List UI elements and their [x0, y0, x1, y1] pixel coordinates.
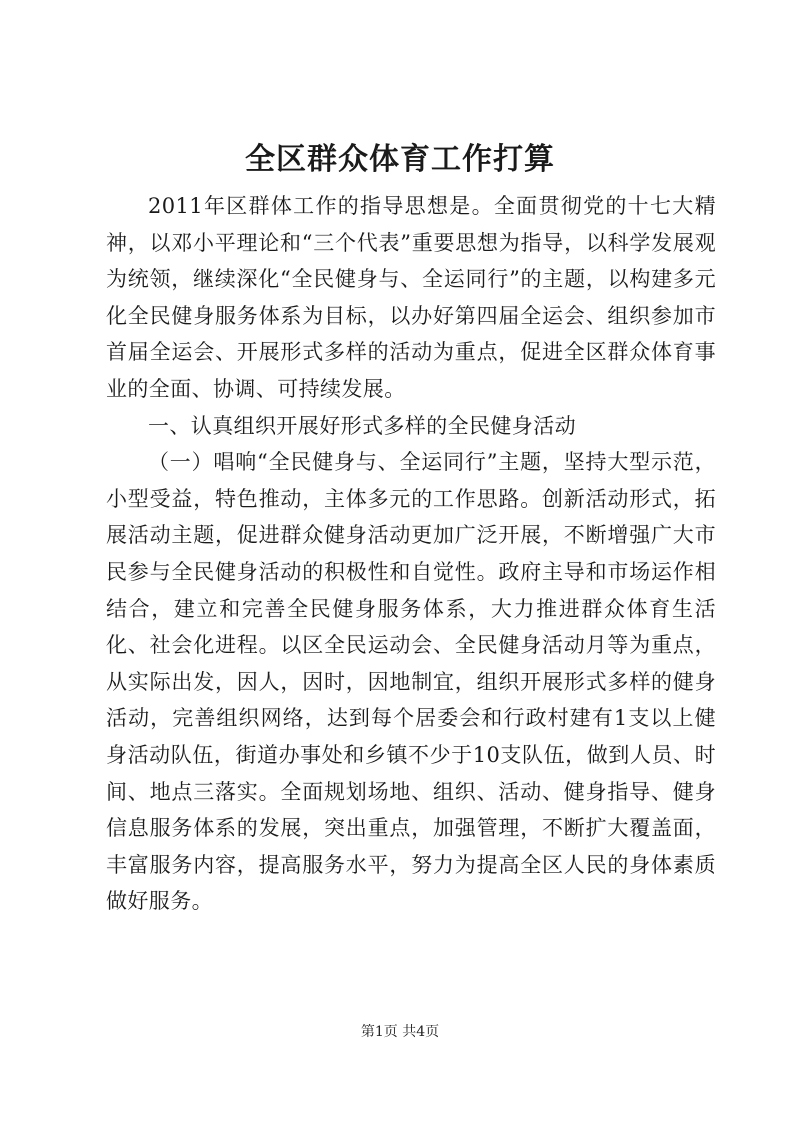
document-body: [106, 188, 716, 920]
paragraph-fitness-activities: （一）唱响“全民健身与、全运同行”主题，坚持大型示范，小型受益，特色推动，主体多元的工作思路。创新活动形式，拓展活动主题，促进群众健身活动更加广泛开展，不断增强广大市民参与全民健身活动的积极性和自觉性。政府主导和市场运作相结合，建立和完善全民健身服务体系，大力推进群众体育生活化、社会化进程。以区全民运动会、全民健身活动月等为重点，从实际出发，因人，因时，因地制宜，组织开展形式多样的健身活动，完善组织网络，达到每个居委会和行政村建有1支以上健身活动队伍，街道办事处和乡镇不少于10支队伍，做到人员、时间、地点三落实。全面规划场地、组织、活动、健身指导、健身信息服务体系的发展，突出重点，加强管理，不断扩大覆盖面，丰富服务内容，提高服务水平，努力为提高全区人民的身体素质做好服务。: [106, 450, 716, 914]
paragraph-guiding-ideology: 2011年区群体工作的指导思想是。全面贯彻党的十七大精神，以邓小平理论和“三个代表”重要思想为指导，以科学发展观为统领，继续深化“全民健身与、全运同行”的主题，以构建多元化全民健身服务体系为目标，以办好第四届全运会、组织参加市首届全运会、开展形式多样的活动为重点，促进全区群众体育事业的全面、协调、可持续发展。: [106, 194, 716, 401]
page-footer: 第1页 共4页: [360, 1024, 440, 1040]
section-heading-1: 一、认真组织开展好形式多样的全民健身活动: [148, 413, 576, 438]
document-title: 全区群众体育工作打算: [245, 142, 555, 177]
